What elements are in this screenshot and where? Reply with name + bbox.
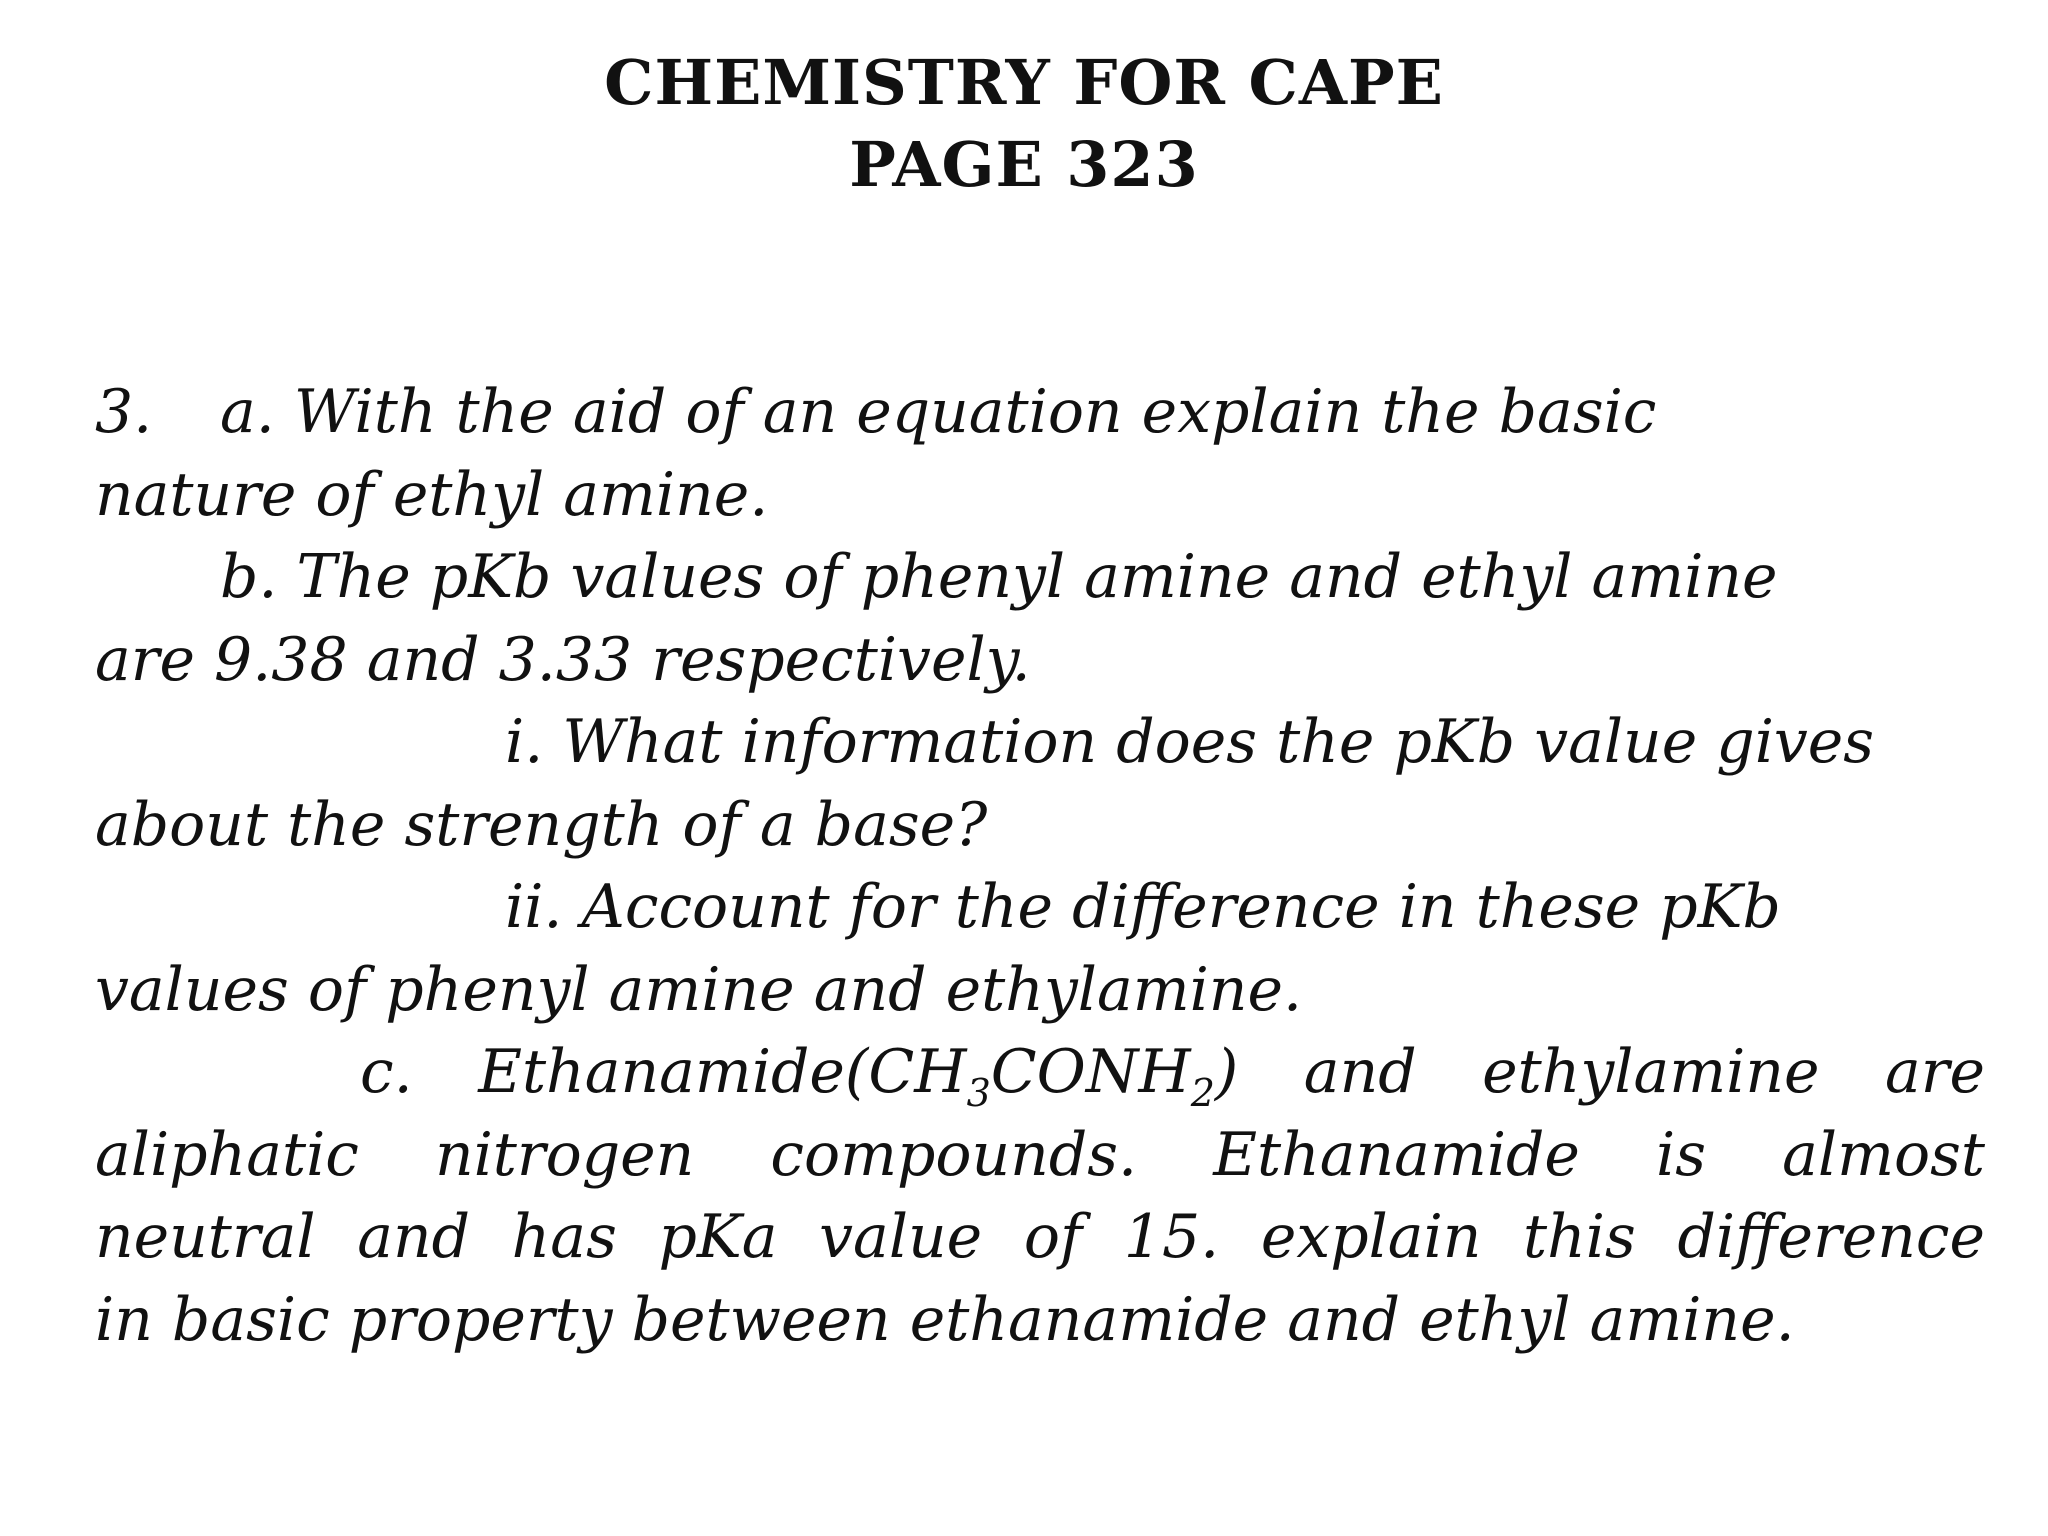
subscript-2: 2 bbox=[1190, 1071, 1215, 1115]
document-title: CHEMISTRY FOR CAPE bbox=[604, 46, 1444, 119]
question-b-line-1: b. The pKb values of phenyl amine and ethyl amine bbox=[220, 542, 1778, 612]
question-b-ii-line-2: values of phenyl amine and ethylamine. bbox=[95, 954, 1303, 1025]
question-b-i-line-2: about the strength of a base? bbox=[95, 789, 988, 860]
question-a-line-1 bbox=[95, 371, 1995, 454]
question-c-tail: ) and ethylamine are bbox=[1214, 1037, 1985, 1107]
question-c-mid: CONH bbox=[990, 1037, 1191, 1107]
question-c-line-4: in basic property between ethanamide and ethyl amine. bbox=[95, 1284, 1795, 1355]
question-c-line-1 bbox=[95, 1031, 1985, 1114]
page-number: PAGE 323 bbox=[849, 128, 1199, 201]
question-b-i-line-1: i. What information does the pKb value gives bbox=[505, 707, 1875, 777]
subscript-3: 3 bbox=[966, 1071, 991, 1115]
question-c-lead: c. Ethanamide(CH bbox=[360, 1037, 967, 1107]
question-c-line-3: neutral and has pKa value of 15. explain this difference bbox=[95, 1202, 1985, 1272]
question-number: 3. bbox=[95, 377, 153, 447]
question-3 bbox=[95, 371, 1995, 1361]
question-a-line-2: nature of ethyl amine. bbox=[95, 459, 769, 530]
question-c-line-2: aliphatic nitrogen compounds. Ethanamide is almost bbox=[95, 1119, 1985, 1190]
page-header bbox=[0, 42, 2048, 206]
question-b-line-2: are 9.38 and 3.33 respectively. bbox=[95, 624, 1031, 695]
question-b-ii-line-1: ii. Account for the difference in these pKb bbox=[505, 872, 1781, 942]
question-a-text-1: a. With the aid of an equation explain the basic bbox=[220, 377, 1657, 447]
